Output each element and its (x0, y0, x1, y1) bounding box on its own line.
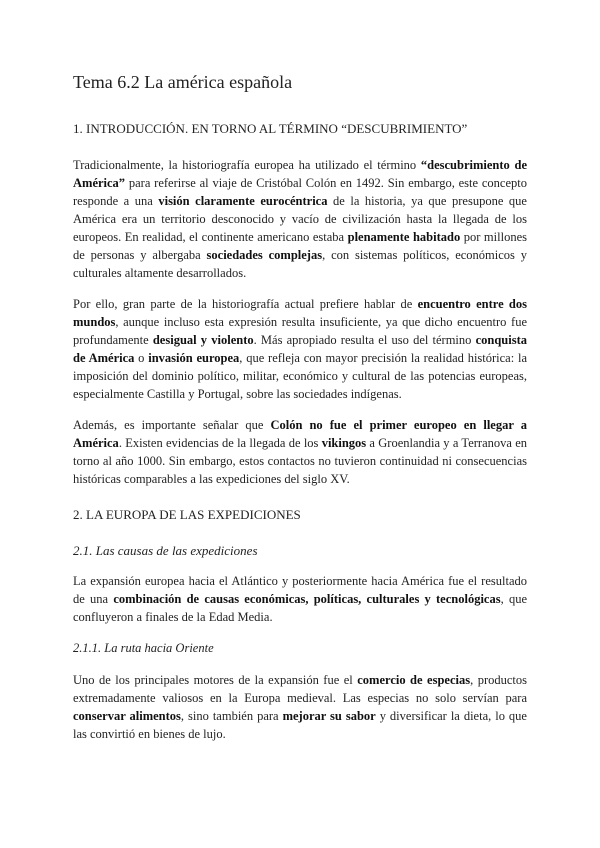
subsection-2-1-heading: 2.1. Las causas de las expediciones (73, 543, 258, 558)
paragraph (73, 572, 527, 626)
text-run: , con sistemas políticos, económicos y culturales altamente desarrollados. (73, 248, 527, 280)
emphasized-text: invasión europea (148, 351, 240, 365)
paragraph (73, 295, 527, 403)
text-run: La expansión europea hacia el Atlántico y posteriormente hacia América fue el resultado de una (73, 574, 527, 606)
text-run: de la historia, ya que presupone que América era un territorio desconocido y vacío de civilización hasta la llegada de los europeos. En realidad, el continente americano estaba (73, 194, 527, 244)
document-page (73, 70, 527, 756)
text-run: o (134, 351, 149, 365)
subsection-2-1-1-heading: 2.1.1. La ruta hacia Oriente (73, 641, 214, 655)
document-title: Tema 6.2 La américa española (73, 72, 293, 92)
text-run: por millones de personas y albergaba (73, 230, 527, 262)
emphasized-text: vikingos (321, 436, 367, 450)
emphasized-text: combinación de causas económicas, políticas, culturales y tecnológicas (113, 592, 501, 606)
emphasized-text: conservar alimentos (73, 709, 181, 723)
section-1-heading: 1. INTRODUCCIÓN. EN TORNO AL TÉRMINO “DESCUBRIMIENTO” (73, 121, 468, 136)
paragraph (73, 416, 527, 488)
text-run: , que confluyeron a finales de la Edad Media. (73, 592, 527, 624)
text-run: , sino también para (180, 709, 283, 723)
emphasized-text: comercio de especias (357, 673, 471, 687)
text-run: , que refleja con mayor precisión la realidad histórica: la imposición del dominio político, militar, económico y cultural de las potencias europeas, especialmente Castilla y Portugal, sobre las sociedades indígenas. (73, 351, 528, 401)
paragraph (73, 156, 527, 282)
section-2-heading: 2. LA EUROPA DE LAS EXPEDICIONES (73, 507, 301, 522)
emphasized-text: desigual y violento (152, 333, 254, 347)
emphasized-text: conquista de América (73, 333, 527, 365)
emphasized-text: plenamente habitado (347, 230, 461, 244)
text-run: . Más apropiado resulta el uso del término (253, 333, 476, 347)
text-run: a Groenlandia y a Terranova en torno al año 1000. Sin embargo, estos contactos no tuvieron continuidad ni consecuencias históricas comparables a las expediciones del siglo XV. (73, 436, 527, 486)
emphasized-text: visión claramente eurocéntrica (158, 194, 328, 208)
emphasized-text: mejorar su sabor (282, 709, 376, 723)
text-run: para referirse al viaje de Cristóbal Colón en 1492. Sin embargo, este concepto responde a una (73, 176, 527, 208)
text-run: Por ello, gran parte de la historiografía actual prefiere hablar de (73, 297, 418, 311)
text-run: . Existen evidencias de la llegada de los (118, 436, 322, 450)
emphasized-text: encuentro entre dos mundos (73, 297, 527, 329)
emphasized-text: sociedades complejas (206, 248, 323, 262)
emphasized-text: Colón no fue el primer europeo en llegar a América (73, 418, 528, 450)
text-run: , aunque incluso esta expresión resulta insuficiente, ya que dicho encuentro fue profundamente (73, 315, 527, 347)
text-run: Uno de los principales motores de la expansión fue el (73, 673, 358, 687)
emphasized-text: “descubrimiento de América” (73, 158, 527, 190)
text-run: Además, es importante señalar que (73, 418, 271, 432)
text-run: Tradicionalmente, la historiografía europea ha utilizado el término (73, 158, 421, 172)
text-run: , productos extremadamente valiosos en la Europa medieval. Las especias no solo servían para (73, 673, 527, 705)
text-run: y diversificar la dieta, lo que las convirtió en bienes de lujo. (73, 709, 527, 741)
paragraph (73, 671, 527, 743)
